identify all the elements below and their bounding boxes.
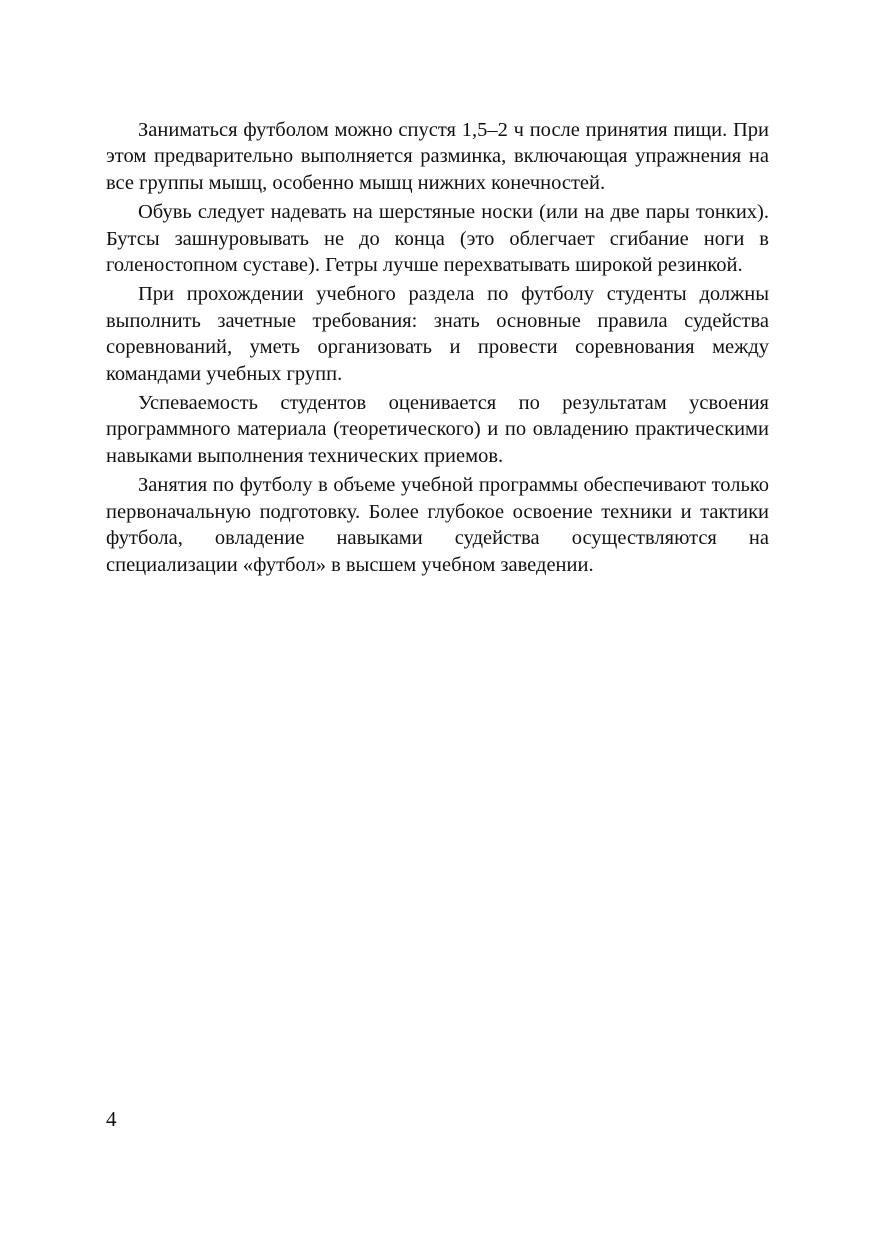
paragraph-4: Успеваемость студентов оценивается по результатам усвоения программного материала (теоретического) и по овладению практическими навыками выполнения технических приемов.	[106, 392, 769, 467]
page-number: 4	[106, 1107, 117, 1131]
paragraph-2: Обувь следует надевать на шерстяные носки (или на две пары тонких). Бутсы зашнуровывать не до конца (это облегчает сгибание ноги в голеностопном суставе). Гетры лучше перехватывать широкой резинкой.	[106, 201, 769, 277]
body-text	[106, 117, 769, 581]
paragraph-5: Занятия по футболу в объеме учебной программы обеспечивают только первоначальную подготовку. Более глубокое освоение техники и тактики футбола, овладение навыками судейства осуществляются на специализации «футбол» в высшем учебном заведении.	[106, 474, 769, 576]
paragraph-3: При прохождении учебного раздела по футболу студенты должны выполнить зачетные требования: знать основные правила судейства соревнований, уметь организовать и провести соревнования между командами учебных групп.	[106, 283, 769, 385]
paragraph-1: Заниматься футболом можно спустя 1,5–2 ч после принятия пищи. При этом предварительно выполняется разминка, включающая упражнения на все группы мышц, особенно мышц нижних конечностей.	[106, 119, 769, 194]
